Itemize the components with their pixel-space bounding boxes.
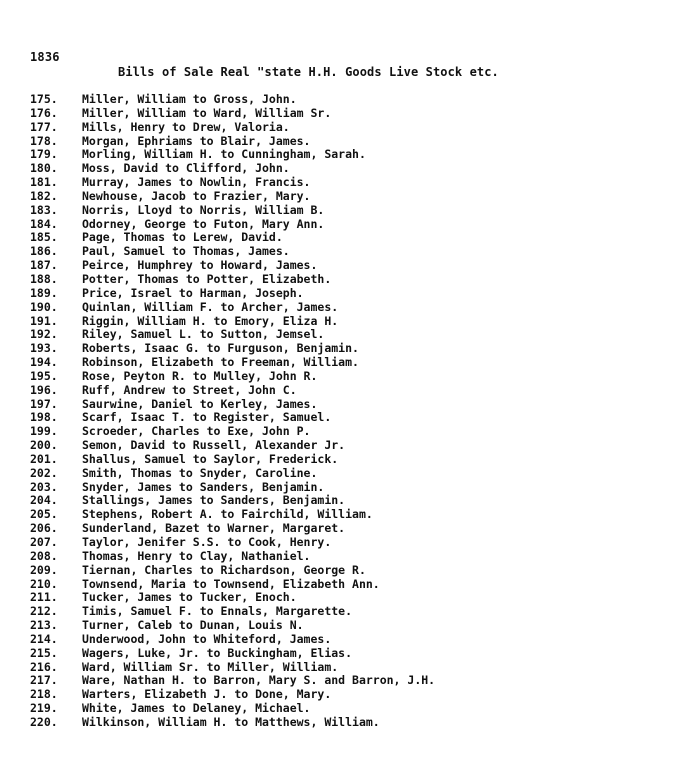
list-item <box>30 204 435 218</box>
entry-number: 207. <box>30 535 58 549</box>
entry-number: 189. <box>30 285 58 300</box>
entry-text: Shallus, Samuel to Saylor, Frederick. <box>82 451 339 466</box>
list-item <box>30 135 435 149</box>
entry-number: 197. <box>30 396 58 411</box>
entry-text: Turner, Caleb to Dunan, Louis N. <box>82 618 304 633</box>
list-item <box>30 467 435 481</box>
list-item <box>30 107 435 121</box>
list-item <box>30 342 435 356</box>
entry-number: 179. <box>30 147 58 162</box>
entry-text: Townsend, Maria to Townsend, Elizabeth Ann. <box>82 576 380 591</box>
entry-number: 199. <box>30 424 58 439</box>
entry-number: 203. <box>30 479 58 494</box>
page-year: 1836 <box>30 50 60 64</box>
entry-text: Price, Israel to Harman, Joseph. <box>82 285 304 300</box>
entry-number: 176. <box>30 105 58 120</box>
list-item <box>30 674 435 688</box>
entry-text: Morling, William H. to Cunningham, Sarah. <box>82 147 366 162</box>
entry-text: Moss, David to Clifford, John. <box>82 161 290 176</box>
entry-text: Tiernan, Charles to Richardson, George R. <box>82 562 366 577</box>
entry-number: 190. <box>30 299 58 314</box>
list-item <box>30 287 435 301</box>
entry-text: Quinlan, William F. to Archer, James. <box>82 299 339 314</box>
entry-number: 214. <box>30 631 58 646</box>
entry-number: 196. <box>30 382 58 397</box>
entry-text: Murray, James to Nowlin, Francis. <box>82 175 311 190</box>
entry-text: Taylor, Jenifer S.S. to Cook, Henry. <box>82 535 332 549</box>
entry-number: 177. <box>30 119 58 134</box>
list-item <box>30 121 435 135</box>
list-item <box>30 453 435 467</box>
entry-number: 187. <box>30 258 58 273</box>
entry-text: Smith, Thomas to Snyder, Caroline. <box>82 465 318 480</box>
entry-text: Wagers, Luke, Jr. to Buckingham, Elias. <box>82 645 353 660</box>
page-title: Bills of Sale Real "state H.H. Goods Live Stock etc. <box>118 65 499 79</box>
entry-number: 186. <box>30 244 58 259</box>
list-item <box>30 702 435 716</box>
entry-number: 178. <box>30 133 58 148</box>
list-item <box>30 245 435 259</box>
entry-number: 191. <box>30 313 58 328</box>
entry-text: Ware, Nathan H. to Barron, Mary S. and Barron, J.H. <box>82 673 436 688</box>
entry-number: 184. <box>30 216 58 231</box>
entry-text: Sunderland, Bazet to Warner, Margaret. <box>82 521 346 536</box>
list-item <box>30 716 435 730</box>
entry-text: Morgan, Ephriams to Blair, James. <box>82 133 311 148</box>
entry-number: 188. <box>30 271 58 286</box>
entry-number: 201. <box>30 451 58 466</box>
list-item <box>30 384 435 398</box>
entry-number: 216. <box>30 659 58 674</box>
entry-number: 205. <box>30 507 58 522</box>
list-item <box>30 273 435 287</box>
entry-text: Ward, William Sr. to Miller, William. <box>82 659 339 674</box>
entry-number: 217. <box>30 673 58 688</box>
list-item <box>30 494 435 508</box>
list-item <box>30 148 435 162</box>
entry-text: Underwood, John to Whiteford, James. <box>82 631 332 646</box>
entry-text: Scarf, Isaac T. to Register, Samuel. <box>82 410 332 425</box>
list-item <box>30 411 435 425</box>
list-item <box>30 661 435 675</box>
list-item <box>30 231 435 245</box>
entry-number: 218. <box>30 687 58 702</box>
list-item <box>30 591 435 605</box>
entry-number: 211. <box>30 590 58 605</box>
entry-number: 220. <box>30 714 58 729</box>
entry-text: Timis, Samuel F. to Ennals, Margarette. <box>82 604 353 619</box>
list-item <box>30 162 435 176</box>
entry-number: 185. <box>30 230 58 245</box>
list-item <box>30 356 435 370</box>
list-item <box>30 633 435 647</box>
entry-text: Peirce, Humphrey to Howard, James. <box>82 258 318 273</box>
entry-number: 181. <box>30 175 58 190</box>
entry-number: 194. <box>30 355 58 370</box>
entry-number: 183. <box>30 202 58 217</box>
list-item <box>30 398 435 412</box>
list-item <box>30 218 435 232</box>
entry-number: 200. <box>30 438 58 453</box>
list-item <box>30 578 435 592</box>
entry-number: 182. <box>30 188 58 203</box>
list-item <box>30 481 435 495</box>
entry-text: White, James to Delaney, Michael. <box>82 701 311 716</box>
entry-text: Tucker, James to Tucker, Enoch. <box>82 590 297 605</box>
entry-text: Wilkinson, William H. to Matthews, William. <box>82 714 380 729</box>
list-item <box>30 508 435 522</box>
entry-number: 192. <box>30 327 58 342</box>
entry-text: Miller, William to Gross, John. <box>82 92 297 106</box>
entry-text: Mills, Henry to Drew, Valoria. <box>82 119 290 134</box>
entry-number: 193. <box>30 341 58 356</box>
entry-text: Snyder, James to Sanders, Benjamin. <box>82 479 325 494</box>
list-item <box>30 619 435 633</box>
list-item <box>30 93 435 107</box>
list-item <box>30 439 435 453</box>
list-item <box>30 328 435 342</box>
entry-text: Scroeder, Charles to Exe, John P. <box>82 424 311 439</box>
entry-text: Saurwine, Daniel to Kerley, James. <box>82 396 318 411</box>
list-item <box>30 536 435 550</box>
entry-text: Newhouse, Jacob to Frazier, Mary. <box>82 188 311 203</box>
entry-text: Semon, David to Russell, Alexander Jr. <box>82 438 346 453</box>
list-item <box>30 425 435 439</box>
entry-number: 180. <box>30 161 58 176</box>
list-item <box>30 259 435 273</box>
entry-list <box>30 93 435 730</box>
entry-text: Norris, Lloyd to Norris, William B. <box>82 202 325 217</box>
entry-number: 215. <box>30 645 58 660</box>
entry-text: Riggin, William H. to Emory, Eliza H. <box>82 313 339 328</box>
entry-number: 213. <box>30 618 58 633</box>
list-item <box>30 190 435 204</box>
entry-number: 212. <box>30 604 58 619</box>
list-item <box>30 688 435 702</box>
entry-text: Ruff, Andrew to Street, John C. <box>82 382 297 397</box>
entry-text: Odorney, George to Futon, Mary Ann. <box>82 216 325 231</box>
entry-number: 175. <box>30 92 58 106</box>
entry-text: Warters, Elizabeth J. to Done, Mary. <box>82 687 332 702</box>
entry-text: Robinson, Elizabeth to Freeman, William. <box>82 355 359 370</box>
entry-text: Miller, William to Ward, William Sr. <box>82 105 332 120</box>
entry-number: 210. <box>30 576 58 591</box>
entry-number: 198. <box>30 410 58 425</box>
entry-number: 195. <box>30 368 58 383</box>
entry-text: Stallings, James to Sanders, Benjamin. <box>82 493 346 508</box>
list-item <box>30 522 435 536</box>
entry-text: Page, Thomas to Lerew, David. <box>82 230 283 245</box>
entry-text: Potter, Thomas to Potter, Elizabeth. <box>82 271 332 286</box>
entry-number: 204. <box>30 493 58 508</box>
list-item <box>30 564 435 578</box>
list-item <box>30 315 435 329</box>
list-item <box>30 550 435 564</box>
list-item <box>30 301 435 315</box>
entry-text: Thomas, Henry to Clay, Nathaniel. <box>82 548 311 563</box>
entry-text: Paul, Samuel to Thomas, James. <box>82 244 290 259</box>
entry-text: Roberts, Isaac G. to Furguson, Benjamin. <box>82 341 359 356</box>
entry-number: 202. <box>30 465 58 480</box>
entry-number: 208. <box>30 548 58 563</box>
list-item <box>30 605 435 619</box>
list-item <box>30 370 435 384</box>
list-item <box>30 176 435 190</box>
entry-text: Stephens, Robert A. to Fairchild, William. <box>82 507 373 522</box>
entry-number: 209. <box>30 562 58 577</box>
entry-number: 206. <box>30 521 58 536</box>
entry-text: Rose, Peyton R. to Mulley, John R. <box>82 368 318 383</box>
entry-number: 219. <box>30 701 58 716</box>
list-item <box>30 647 435 661</box>
entry-text: Riley, Samuel L. to Sutton, Jemsel. <box>82 327 325 342</box>
